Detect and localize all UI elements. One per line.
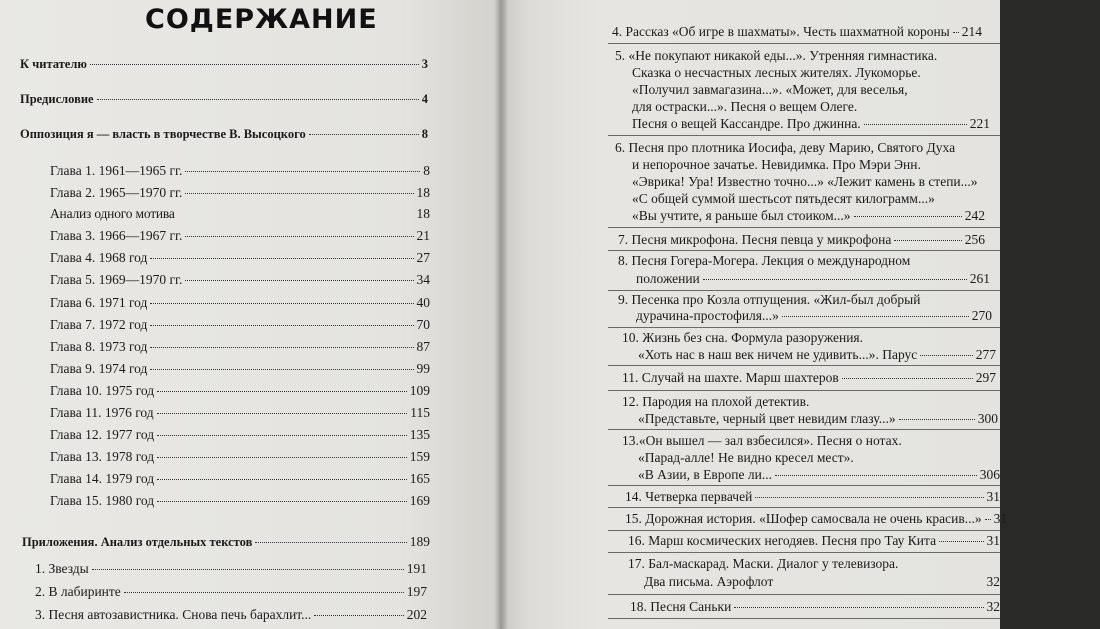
toc-label: 7. Песня микрофона. Песня певца у микрофона: [618, 232, 892, 247]
toc-page: 306: [979, 467, 1000, 482]
toc-page: 214: [961, 24, 983, 39]
toc-chapter: [50, 360, 430, 378]
toc-label: 12. Пародия на плохой детектив.: [622, 394, 810, 409]
toc-label: 13.«Он вышел — зал взбесился». Песня о нотах.: [622, 433, 902, 448]
toc-label: Глава 15. 1980 год: [50, 493, 155, 508]
entry-divider: [608, 135, 1000, 136]
entry-divider: [608, 365, 1000, 366]
toc-page: 197: [406, 584, 427, 599]
toc-page: 27: [416, 250, 430, 265]
toc-page: 70: [416, 317, 430, 332]
toc-entry: [630, 598, 1000, 616]
toc-page: 169: [409, 493, 430, 508]
toc-label: 6. Песня про плотника Иосифа, деву Марию, Святого Духа: [615, 140, 956, 155]
toc-page: 4: [421, 92, 428, 106]
entry-divider: [608, 507, 1000, 508]
toc-chapter: [50, 271, 430, 289]
toc-section: [20, 125, 428, 143]
toc-chapter: [50, 492, 430, 510]
toc-label: 10. Жизнь без сна. Формула разоружения.: [622, 330, 864, 345]
entry-divider: [608, 429, 1000, 430]
toc-label: 5. «Не покупают никакой еды...». Утренняя гимнастика.: [615, 48, 938, 63]
toc-chapter: [50, 162, 430, 180]
toc-page: 109: [409, 383, 430, 398]
toc-page: 99: [416, 361, 430, 376]
toc-label: «Парад-алле! Не видно кресел мест».: [638, 450, 854, 465]
toc-label: Глава 9. 1974 год: [50, 361, 148, 376]
toc-label: Глава 2. 1965—1970 гг.: [50, 185, 183, 200]
toc-entry: [625, 488, 1000, 506]
toc-chapter: [50, 426, 430, 444]
toc-entry: [638, 466, 1000, 484]
toc-label: 2. В лабиринте: [35, 584, 121, 599]
toc-page: 277: [975, 347, 996, 362]
toc-item: [35, 560, 427, 578]
toc-label: 14. Четверка первачей: [625, 489, 753, 504]
toc-chapter: [50, 294, 430, 312]
toc-entry: [638, 410, 998, 428]
toc-label: Глава 8. 1973 год: [50, 339, 148, 354]
toc-label: Песня о вещей Кассандре. Про джинна.: [632, 116, 861, 131]
toc-page: 300: [977, 411, 998, 426]
toc-chapter: [50, 404, 430, 422]
toc-label: Глава 5. 1969—1970 гг.: [50, 272, 183, 287]
toc-label: «Получил завмагазина...». «Может, для веселья,: [632, 82, 908, 97]
toc-page: 34: [416, 272, 430, 287]
toc-item: [35, 606, 427, 624]
toc-label: Предисловие: [20, 92, 94, 106]
toc-label: для остраски...». Песня о вещем Олеге.: [632, 99, 858, 114]
toc-page: 135: [409, 427, 430, 442]
toc-entry: [612, 23, 983, 41]
toc-label: «В Азии, в Европе ли...: [638, 467, 772, 482]
toc-entry: [644, 573, 1000, 591]
toc-label: положении: [636, 271, 700, 286]
toc-entry: [632, 115, 990, 133]
toc-page: 159: [409, 449, 430, 464]
toc-chapter: [50, 184, 430, 202]
toc-entry: [632, 207, 985, 225]
entry-divider: [608, 485, 1000, 486]
toc-page: 242: [964, 208, 985, 223]
toc-section: [20, 55, 428, 73]
entry-divider: [608, 43, 1000, 44]
toc-label: Два письма. Аэрофлот: [644, 574, 774, 589]
toc-entry: [618, 231, 985, 249]
toc-label: 3. Песня автозавистника. Снова печь барахлит...: [35, 607, 312, 622]
toc-label: 11. Случай на шахте. Марш шахтеров: [622, 370, 839, 385]
toc-page: 8: [423, 163, 430, 178]
toc-page: 8: [421, 127, 428, 141]
toc-chapter: [50, 205, 430, 223]
toc-page: 3: [421, 57, 428, 71]
toc-page: 261: [969, 271, 990, 286]
toc-page: 18: [416, 185, 430, 200]
toc-label: Оппозиция я — власть в творчестве В. Высоцкого: [20, 127, 306, 141]
left-page: [0, 0, 500, 629]
toc-page: 115: [410, 405, 430, 420]
entry-divider: [608, 618, 1000, 619]
toc-label: 18. Песня Саньки: [630, 599, 732, 614]
toc-page: 32: [986, 599, 1000, 614]
toc-page: 40: [416, 295, 430, 310]
entry-divider: [608, 250, 1000, 251]
toc-section: [22, 533, 430, 551]
toc-label: «С общей суммой шестьсот пятьдесят килограмм...»: [632, 191, 935, 206]
toc-label: 1. Звезды: [35, 561, 89, 576]
toc-label: 17. Бал-маскарад. Маски. Диалог у телевизора.: [628, 556, 899, 571]
toc-chapter: [50, 249, 430, 267]
toc-chapter: [50, 227, 430, 245]
entry-divider: [608, 594, 1000, 595]
toc-label: Анализ одного мотива: [50, 206, 175, 221]
toc-label: Глава 11. 1976 год: [50, 405, 154, 420]
entry-divider: [608, 227, 1000, 228]
toc-label: «Представьте, черный цвет невидим глазу...»: [638, 411, 896, 426]
toc-label: Глава 6. 1971 год: [50, 295, 148, 310]
toc-entry: [628, 532, 1000, 550]
toc-chapter: [50, 382, 430, 400]
toc-entry: [625, 510, 1008, 528]
book-gutter: [494, 0, 508, 629]
toc-page: 18: [416, 206, 430, 221]
toc-label: Глава 14. 1979 год: [50, 471, 155, 486]
toc-page: 21: [416, 228, 430, 243]
toc-entry: [638, 346, 996, 364]
toc-page: 256: [964, 232, 985, 247]
toc-page: 221: [969, 116, 990, 131]
toc-page: 270: [971, 308, 992, 323]
toc-entry: [622, 369, 996, 387]
toc-chapter: [50, 316, 430, 334]
toc-page: 31: [986, 489, 1000, 504]
toc-label: Глава 3. 1966—1967 гг.: [50, 228, 183, 243]
bleed-through: [1005, 0, 1100, 629]
toc-label: К читателю: [20, 57, 87, 71]
toc-chapter: [50, 338, 430, 356]
toc-page: 87: [416, 339, 430, 354]
toc-label: Глава 13. 1978 год: [50, 449, 155, 464]
toc-page: 297: [975, 370, 996, 385]
toc-page: 31: [986, 533, 1000, 548]
entry-divider: [608, 390, 1000, 391]
toc-label: 16. Марш космических негодяев. Песня про Тау Кита: [628, 533, 937, 548]
toc-label: Глава 7. 1972 год: [50, 317, 148, 332]
toc-page: 31: [993, 511, 1008, 526]
page-title: СОДЕРЖАНИЕ: [145, 4, 378, 35]
toc-label: 15. Дорожная история. «Шофер самосвала не очень красив...»: [625, 511, 982, 526]
toc-label: Глава 10. 1975 год: [50, 383, 155, 398]
toc-label: и непорочное зачатье. Невидимка. Про Мэри Энн.: [632, 157, 921, 172]
toc-label: «Эврика! Ура! Известно точно...» «Лежит камень в степи...»: [632, 174, 978, 189]
toc-label: Приложения. Анализ отдельных текстов: [22, 535, 253, 549]
toc-label: «Вы учтите, я раньше был стоиком...»: [632, 208, 851, 223]
toc-page: 189: [409, 534, 430, 549]
entry-divider: [608, 530, 1000, 531]
toc-label: 4. Рассказ «Об игре в шахматы». Честь шахматной короны: [612, 24, 950, 39]
toc-label: 9. Песенка про Козла отпущения. «Жил-был добрый: [618, 292, 921, 307]
toc-chapter: [50, 470, 430, 488]
toc-label: «Хоть нас в наш век ничем не удивить...». Парус: [638, 347, 918, 362]
toc-page: 165: [409, 471, 430, 486]
toc-chapter: [50, 448, 430, 466]
toc-entry: [636, 270, 990, 288]
toc-label: 8. Песня Гогера-Могера. Лекция о международном: [618, 253, 911, 268]
toc-label: дурачина-простофиля...»: [636, 308, 779, 323]
toc-label: Глава 4. 1968 год: [50, 250, 148, 265]
toc-page: 191: [406, 561, 427, 576]
toc-label: Сказка о несчастных лесных жителях. Лукоморье.: [632, 65, 921, 80]
entry-divider: [608, 552, 1000, 553]
toc-item: [35, 583, 427, 601]
toc-section: [20, 90, 428, 108]
entry-divider: [608, 327, 1000, 328]
toc-label: Глава 12. 1977 год: [50, 427, 155, 442]
toc-page: 202: [406, 607, 427, 622]
toc-label: Глава 1. 1961—1965 гг.: [50, 163, 183, 178]
toc-page: 32: [986, 574, 1000, 589]
toc-entry: [636, 307, 992, 325]
